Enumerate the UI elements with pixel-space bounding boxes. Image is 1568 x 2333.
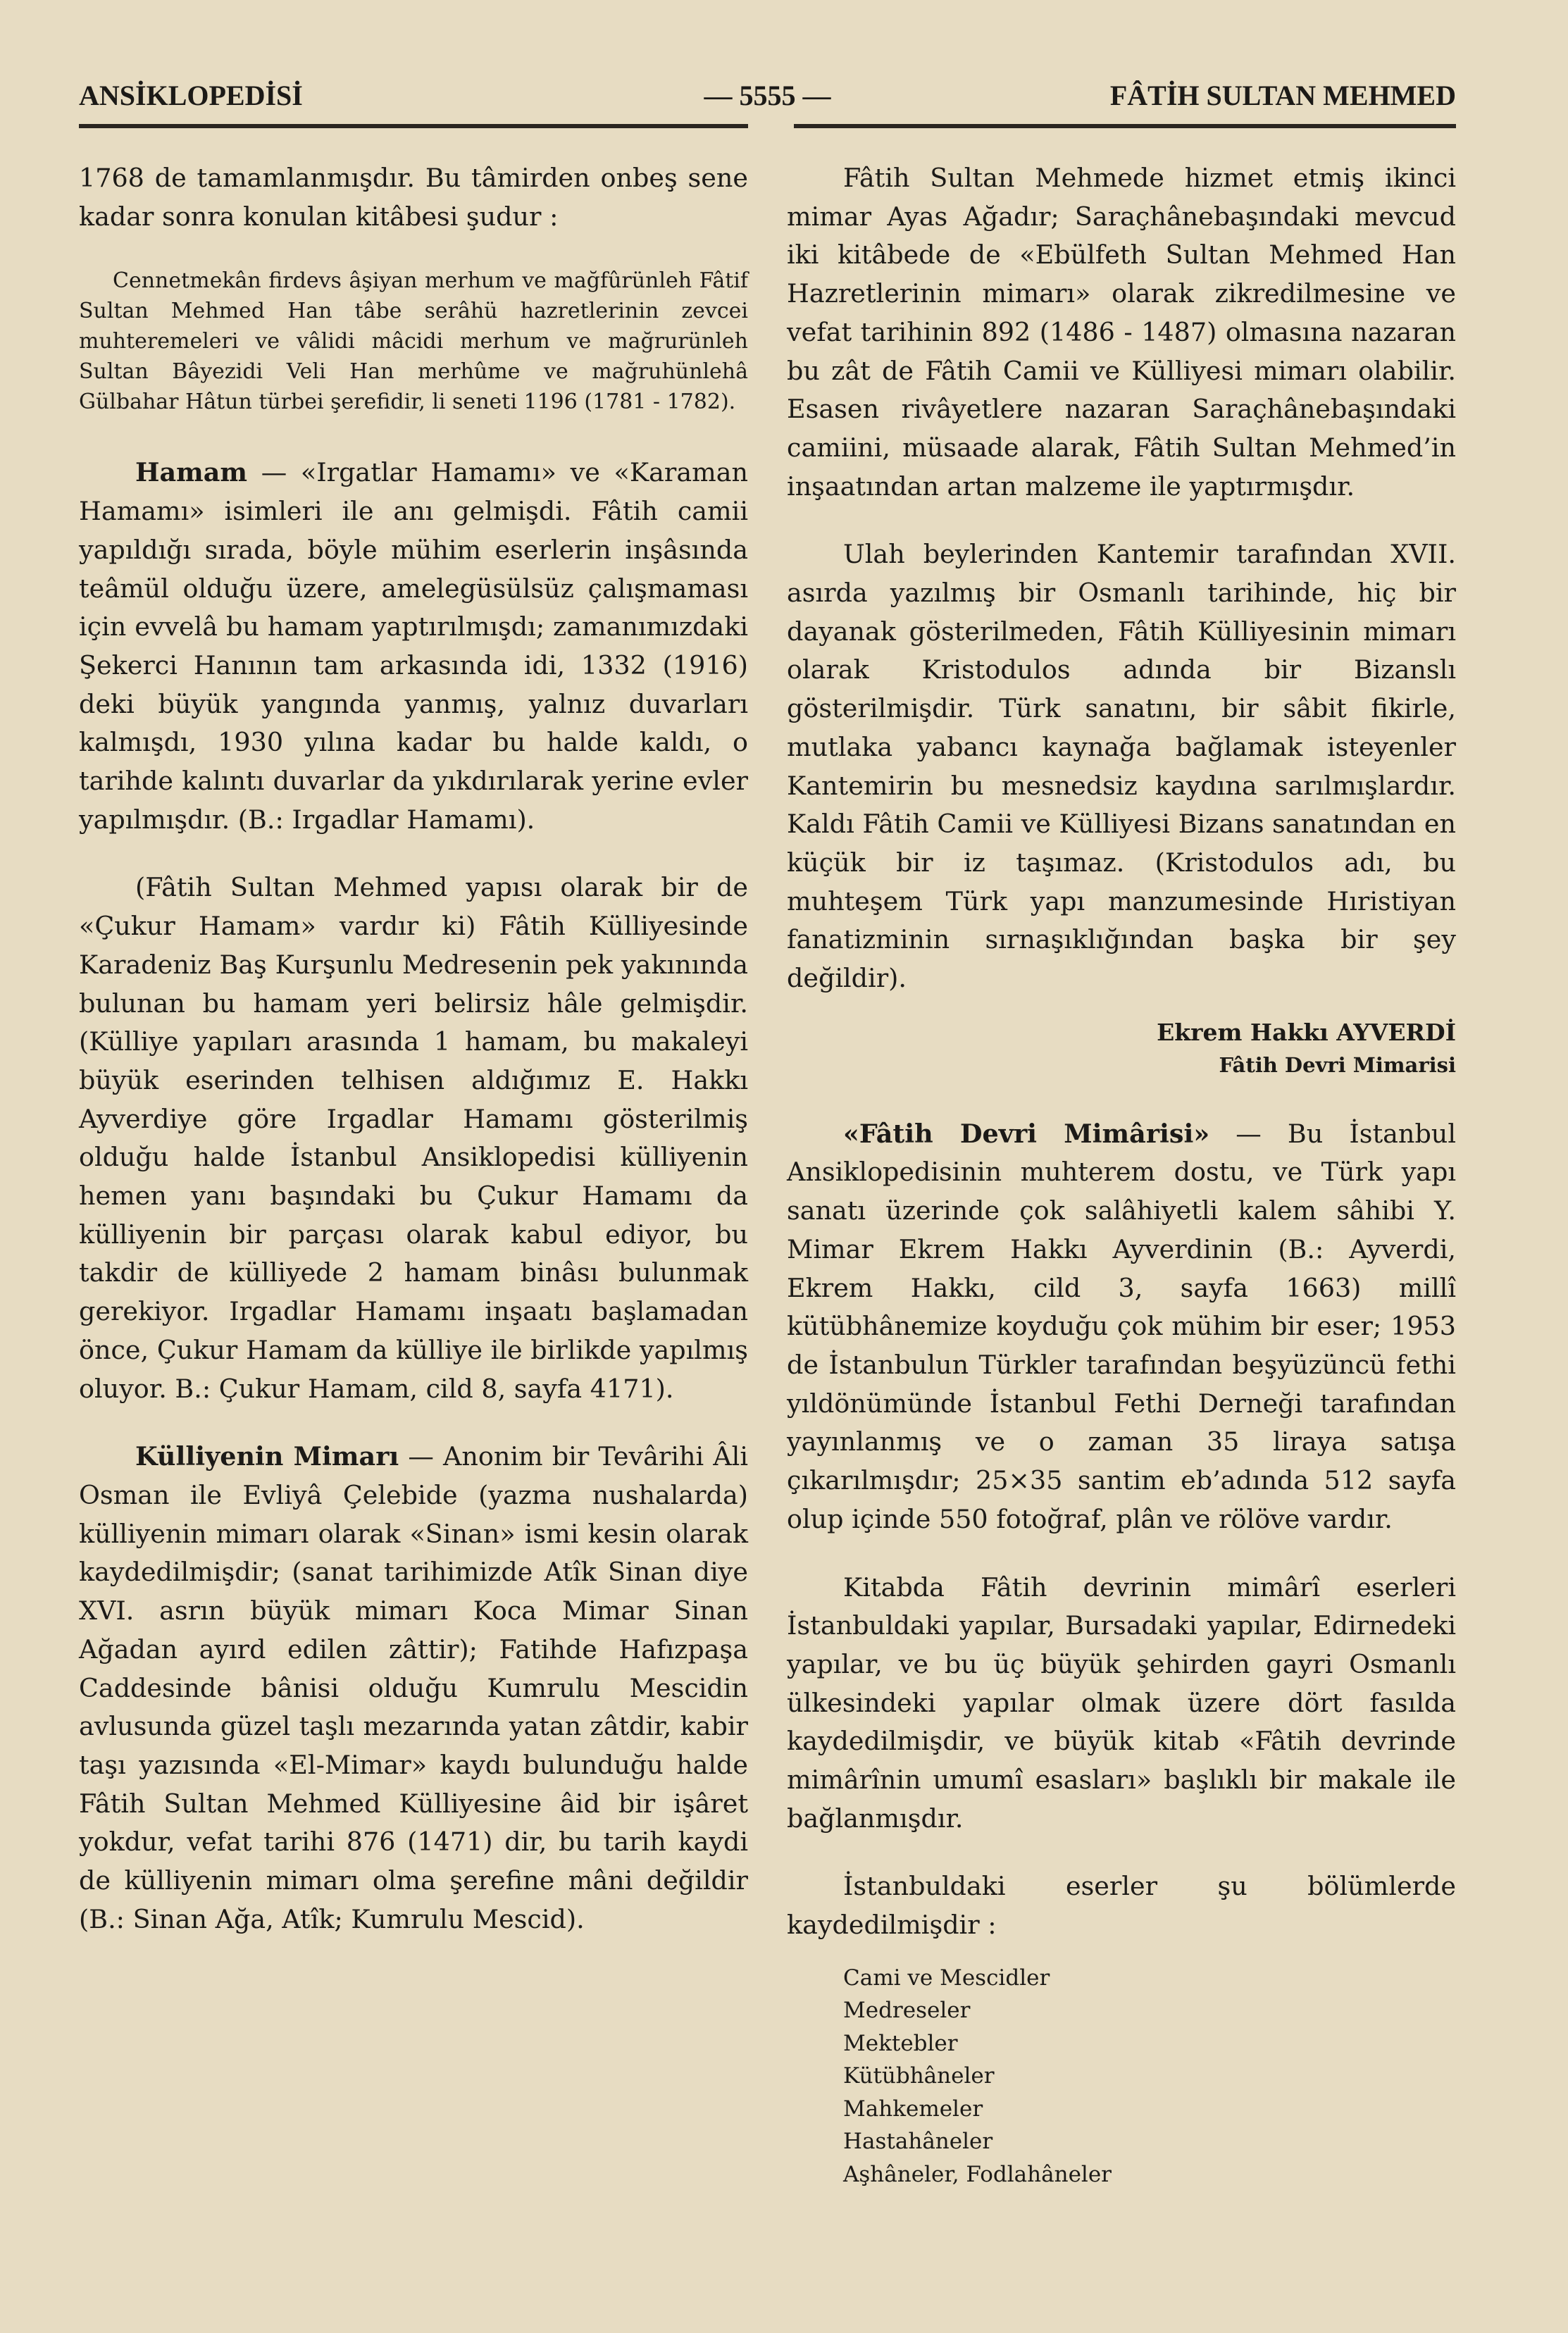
list-item: Medreseler [843, 1998, 971, 2024]
paragraph-tamir: 1768 de tamamlanmışdır. Bu tâmirden onbeş sene kadar sonra konulan kitâbesi şudur : [79, 163, 748, 232]
inscription-quote: Cennetmekân firdevs âşiyan merhum ve mağfûrünleh Fâtif Sultan Mehmed Han tâbe serâhü hazretlerinin zevcei muhteremeleri ve vâlidi mâcidi merhum ve mağrurünleh Sultan Bâyezidi Veli Han merhûme ve mağruhünlehâ Gülbahar Hâtun türbei şerefidir, li seneti 1196 (1781 - 1782). [79, 268, 748, 415]
mimar-heading: Külliyenin Mimarı [135, 1441, 399, 1472]
paragraph-kantemir: Ulah beylerinden Kantemir tarafından XVII. asırda yazılmış bir Osmanlı tarihinde, hiç bir dayanak gösterilmeden, Fâtih Külliyesinin mimarı olarak Kristodulos adında bir Bizanslı gösterilmişdir. Türk sanatını, bir sâbit fikirle, mutlaka yabancı kaynağa bağlamak isteyenler Kantemirin bu mesnedsiz kaydına sarılmışlardır. Kaldı Fâtih Camii ve Külliyesi Bizans sanatından en küçük bir iz taşımaz. (Kristodulos adı, bu muhteşem Türk yapı manzumesinde Hıristiyan fanatizminin sırnaşıklığından başka bir şey değildir). [787, 539, 1456, 994]
mimar-text: — Anonim bir Tevârihi Âli Osman ile Evliyâ Çelebide (yazma nushalarda) külliyenin mimarı olarak «Sinan» ismi kesin olarak kaydedilmişdir; (sanat tarihimizde Atîk Sinan diye XVI. asrın büyük mimarı Koca Mimar Sinan Ağadan ayırd edilen zâttir); Fatihde Hafızpaşa Caddesinde bânisi olduğu Kumrulu Mescidin avlusunda güzel taşlı mezarında yatan zâtdir, kabir taşı yazısında «El-Mimar» kaydı bulunduğu halde Fâtih Sultan Mehmed Külliyesine âid bir işâret yokdur, vefat tarihi 876 (1471) dir, bu tarih kaydi de külliyenin mimarı olma şerefine mâni değildir (B.: Sinan Ağa, Atîk; Kumrulu Mescid). [79, 1441, 748, 1934]
fdm-heading: «Fâtih Devri Mimârisi» [843, 1118, 1210, 1149]
paragraph-fatih-devri-mimarisi [787, 1115, 1456, 1539]
hamam-heading: Hamam [135, 457, 248, 488]
paragraph-cukur-hamam: (Fâtih Sultan Mehmed yapısı olarak bir de «Çukur Hamam» vardır ki) Fâtih Külliyesinde Karadeniz Baş Kurşunlu Medresenin pek yakınında bulunan bu hamam yeri belirsiz hâle gelmişdir. (Külliye yapıları arasında 1 hamam, bu makaleyi büyük eserinden telhisen aldığımız E. Hakkı Ayverdiye göre Irgadlar Hamamı gösterilmiş olduğu halde İstanbul Ansiklopedisi külliyenin hemen yanı başındaki bu Çukur Hamamı da külliyenin bir parçası olarak kabul ediyor, bu takdir de külliyede 2 hamam binâsı bulunmak gerekiyor. Irgadlar Hamamı inşaatı başlamadan önce, Çukur Hamam da külliye ile birlikde yapılmış oluyor. B.: Çukur Hamam, cild 8, sayfa 4171). [79, 872, 748, 1404]
header-rule-right [794, 124, 1456, 128]
fdm-text: — Bu İstanbul Ansiklopedisinin muhterem dostu, ve Türk yapı sanatı üzerinde çok salâhiyetli kalem sâhibi Y. Mimar Ekrem Hakkı Ayverdinin (B.: Ayverdi, Ekrem Hakkı, cild 3, sayfa 1663) millî kütübhânemize koyduğu çok mühim bir eser; 1953 de İstanbulun Türkler tarafından beşyüzüncü fethi yıldönümünde İstanbul Fethi Derneği tarafından yayınlanmış ve o zaman 35 liraya satışa çıkarılmışdır; 25×35 santim eb’adında 512 sayfa olup içinde 550 fotoğraf, plân ve rölöve vardır. [787, 1118, 1456, 1534]
list-item: Hastahâneler [843, 2129, 993, 2155]
paragraph-mimar [79, 1438, 748, 1939]
running-head-left: ANSİKLOPEDİSİ [79, 80, 303, 111]
page-number: — 5555 — [704, 80, 831, 111]
header-rule-left [79, 124, 748, 128]
signature-source: Fâtih Devri Mimarisi [1219, 1052, 1456, 1077]
signature-author: Ekrem Hakkı AYVERDİ [1157, 1018, 1456, 1046]
paragraph-hamam [79, 454, 748, 839]
hamam-text: — «Irgatlar Hamamı» ve «Karaman Hamamı» isimleri ile anı gelmişdi. Fâtih camii yapıldığı sırada, böyle mühim eserlerin inşâsında teâmül olduğu üzere, amelegüsülsüz çalışmaması için evvelâ bu hamam yaptırılmışdı; zamanımızdaki Şekerci Hanının tam arkasında idi, 1332 (1916) deki büyük yangında yanmış, yalnız duvarları kalmışdı, 1930 yılına kadar bu halde kaldı, o tarihde kalıntı duvarlar da yıkdırılarak yerine evler yapılmışdır. (B.: Irgadlar Hamamı). [79, 457, 748, 835]
right-column [787, 159, 1456, 2191]
paragraph-ayas-aga: Fâtih Sultan Mehmede hizmet etmiş ikinci mimar Ayas Ağadır; Saraçhânebaşındaki mevcud iki kitâbede de «Ebülfeth Sultan Mehmed Han Hazretlerinin mimarı» olarak zikredilmesine ve vefat tarihinin 892 (1486 - 1487) olmasına nazaran bu zât de Fâtih Camii ve Külliyesi mimarı olabilir. Esasen rivâyetlere nazaran Saraçhânebaşındaki camiini, müsaade alarak, Fâtih Sultan Mehmed’in inşaatından artan malzeme ile yaptırmışdır. [787, 163, 1456, 502]
list-item: Aşhâneler, Fodlahâneler [843, 2161, 1112, 2187]
left-column [79, 159, 748, 1968]
list-item: Mektebler [843, 2030, 958, 2056]
sections-list [787, 1962, 1456, 2191]
paragraph-bolumler: İstanbuldaki eserler şu bölümlerde kaydedilmişdir : [787, 1871, 1456, 1941]
list-item: Kütübhâneler [843, 2063, 995, 2089]
list-item: Cami ve Mescidler [843, 1965, 1050, 1991]
paragraph-kitab: Kitabda Fâtih devrinin mimârî eserleri İstanbuldaki yapılar, Bursadaki yapılar, Edirnedeki yapılar, ve bu üç büyük şehirden gayri Osmanlı ülkesindeki yapılar olmak üzere dört fasılda kaydedilmişdir, ve büyük kitab «Fâtih devrinde mimârînin umumî esasları» başlıklı bir makale ile bağlanmışdır. [787, 1572, 1456, 1834]
list-item: Mahkemeler [843, 2096, 983, 2122]
page-header [79, 79, 1456, 118]
running-head-right: FÂTİH SULTAN MEHMED [1109, 80, 1456, 111]
signature-block [787, 1016, 1456, 1081]
